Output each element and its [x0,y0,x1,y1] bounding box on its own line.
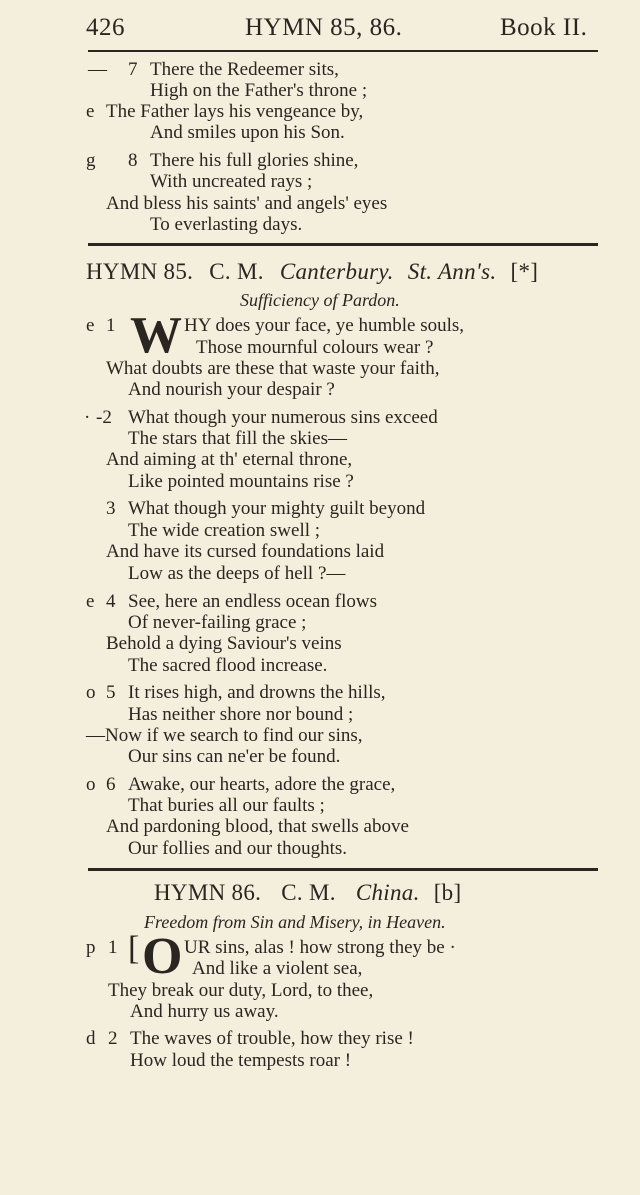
verse-line: Low as the deeps of hell ?— [128,563,346,584]
verse-number: -2 [96,407,112,428]
verse-line: And bless his saints' and angels' eyes [106,193,388,214]
verse-mark: d [86,1028,96,1049]
drop-cap: O [142,928,183,985]
verse-line: The stars that fill the skies— [128,428,347,449]
verse-mark: — [88,59,107,80]
verse-line: The waves of trouble, how they rise ! [130,1028,414,1049]
verse-line: See, here an endless ocean flows [128,591,378,612]
hymn-bracket-mark: [*] [510,259,539,284]
verse-line: Has neither shore nor bound ; [128,704,354,725]
verse-line: And like a violent sea, [192,958,363,979]
verse-line: That buries all our faults ; [128,795,325,816]
verse-line: To everlasting days. [150,214,303,235]
hymn-meter: C. M. [281,880,336,905]
verse-line: With uncreated rays ; [150,171,313,192]
verse-line: High on the Father's throne ; [150,80,368,101]
verse-line: How loud the tempests roar ! [130,1050,352,1071]
verse-mark: o [86,682,96,703]
hymn-number: HYMN 86. [154,880,262,905]
verse-number: 1 [108,937,118,958]
verse-number: 4 [106,591,116,612]
header-rule [88,50,598,52]
verse-line: And smiles upon his Son. [150,122,345,143]
verse-line: There his full glories shine, [150,150,359,171]
verse-number: 7 [128,59,138,80]
hymn-number: HYMN 85. [86,259,194,284]
verse-line: What doubts are these that waste your faith, [106,358,440,379]
verse-line: And hurry us away. [130,1001,279,1022]
verse-line: And pardoning blood, that swells above [106,816,409,837]
verse-line: They break our duty, Lord, to thee, [108,980,374,1001]
verse-number: 2 [108,1028,118,1049]
verse-line: Our sins can ne'er be found. [128,746,341,767]
verse-mark: · [84,407,91,428]
hymn-alt-tune: St. Ann's. [407,259,497,284]
verse-line: Those mournful colours wear ? [196,337,434,358]
verse-line: Of never-failing grace ; [128,612,307,633]
verse-number: 1 [106,315,116,336]
hymn-heading [154,880,461,906]
verse-line: —Now if we search to find our sins, [86,725,363,746]
verse-line: Behold a dying Saviour's veins [106,633,342,654]
hymn-tune: Canterbury. [279,259,394,284]
verse-mark: e [86,101,95,122]
verse-number: 8 [128,150,138,171]
verse-line: It rises high, and drowns the hills, [128,682,386,703]
verse-mark: e [86,315,95,336]
verse-mark: o [86,774,96,795]
verse-line: And have its cursed foundations laid [106,541,385,562]
hymn-subtitle: Freedom from Sin and Misery, in Heaven. [144,912,446,932]
verse-line: The Father lays his vengeance by, [106,101,364,122]
verse-line: The wide creation swell ; [128,520,321,541]
verse-line: Awake, our hearts, adore the grace, [128,774,396,795]
verse-line: HY does your face, ye humble souls, [184,315,465,336]
verse-mark: g [86,150,96,171]
verse-number: 6 [106,774,116,795]
open-bracket: [ [128,930,140,967]
book-label: Book II. [500,14,588,41]
verse-mark: p [86,937,96,958]
verse-number: 5 [106,682,116,703]
drop-cap: W [130,307,182,364]
hymn-tune: China. [355,880,420,905]
hymn-heading [86,259,538,285]
verse-line: There the Redeemer sits, [150,59,339,80]
verse-line: And nourish your despair ? [128,379,335,400]
hymn-meter: C. M. [209,259,264,284]
hymn-bracket-mark: [b] [433,880,462,905]
verse-line: The sacred flood increase. [128,655,328,676]
section-rule [88,243,598,246]
verse-mark: e [86,591,95,612]
verse-line: What though your mighty guilt beyond [128,498,426,519]
verse-line: What though your numerous sins exceed [128,407,438,428]
verse-number: 3 [106,498,116,519]
verse-line: Like pointed mountains rise ? [128,471,354,492]
running-title: HYMN 85, 86. [245,14,403,41]
section-rule [88,868,598,871]
verse-line: UR sins, alas ! how strong they be · [184,937,456,958]
verse-line: Our follies and our thoughts. [128,838,348,859]
hymn-subtitle: Sufficiency of Pardon. [240,290,400,310]
page-number: 426 [86,14,125,41]
verse-line: And aiming at th' eternal throne, [106,449,353,470]
